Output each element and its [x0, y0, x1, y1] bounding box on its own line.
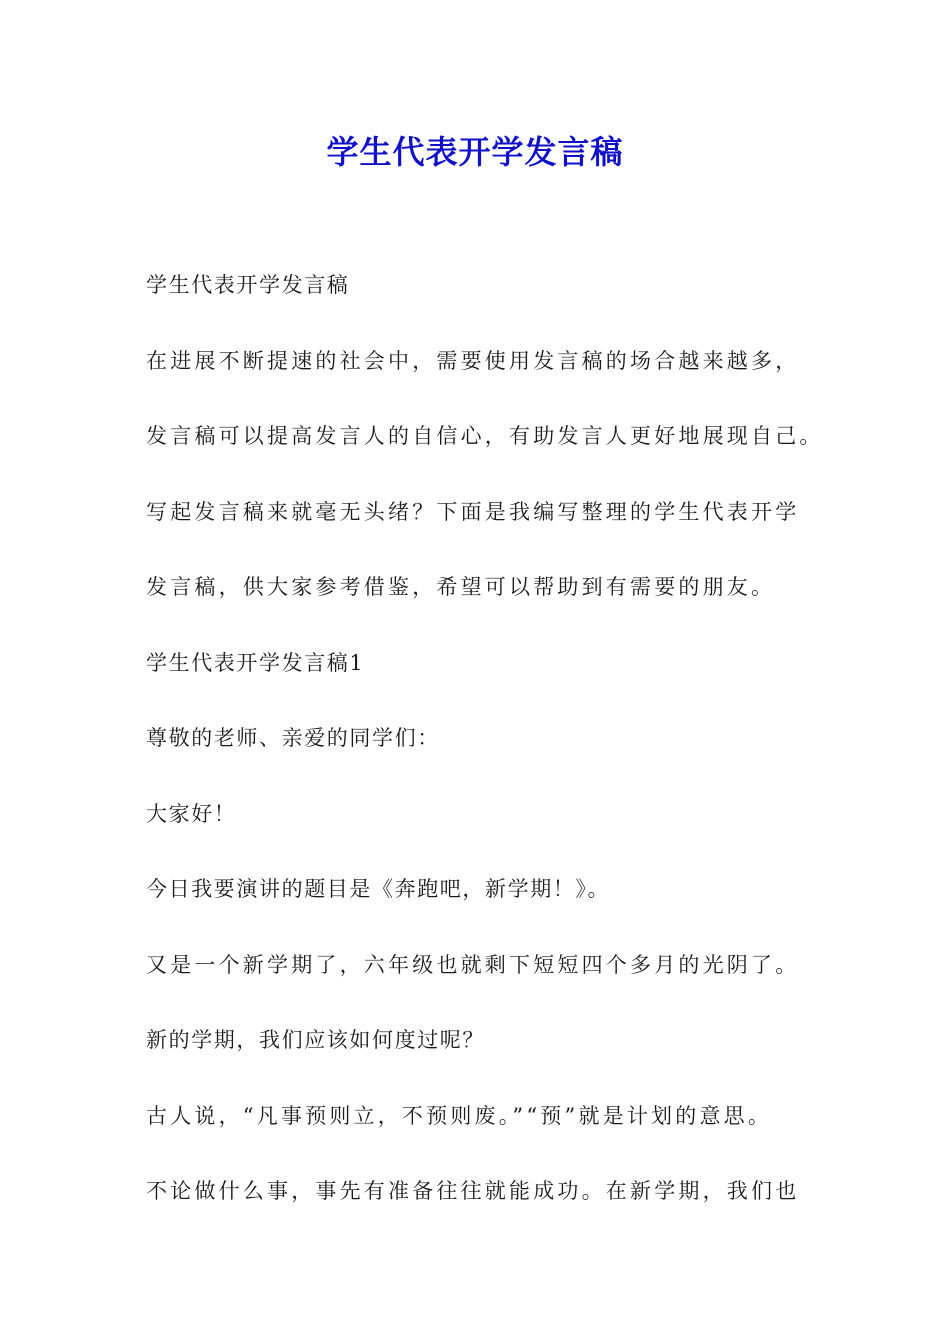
salutation-line: 尊敬的老师、亲爱的同学们： — [146, 726, 440, 750]
section-heading: 学生代表开学发言稿 — [146, 273, 350, 297]
section-heading: 学生代表开学发言稿1 — [146, 650, 365, 675]
document-title: 学生代表开学发言稿 — [326, 133, 624, 171]
paragraph-line: 发言稿，供大家参考借鉴，希望可以帮助到有需要的朋友。 — [146, 575, 776, 599]
paragraph-line: 新的学期，我们应该如何度过呢？ — [146, 1028, 485, 1052]
paragraph-line: 发言稿可以提高发言人的自信心，有助发言人更好地展现自己。 — [146, 424, 824, 448]
greeting-line: 大家好！ — [146, 801, 237, 826]
paragraph-line: 今日我要演讲的题目是《奔跑吧，新学期！》。 — [146, 877, 611, 901]
paragraph-line: 古人说，“凡事预则立，不预则废。”“预”就是计划的意思。 — [146, 1103, 773, 1128]
paragraph-line: 不论做什么事，事先有准备往往就能成功。在新学期，我们也 — [146, 1179, 800, 1203]
paragraph-line: 在进展不断提速的社会中，需要使用发言稿的场合越来越多， — [146, 348, 800, 373]
paragraph-line: 写起发言稿来就毫无头绪？下面是我编写整理的学生代表开学 — [146, 499, 800, 524]
paragraph-line: 又是一个新学期了，六年级也就剩下短短四个多月的光阴了。 — [146, 952, 800, 977]
document-body — [146, 266, 846, 1248]
